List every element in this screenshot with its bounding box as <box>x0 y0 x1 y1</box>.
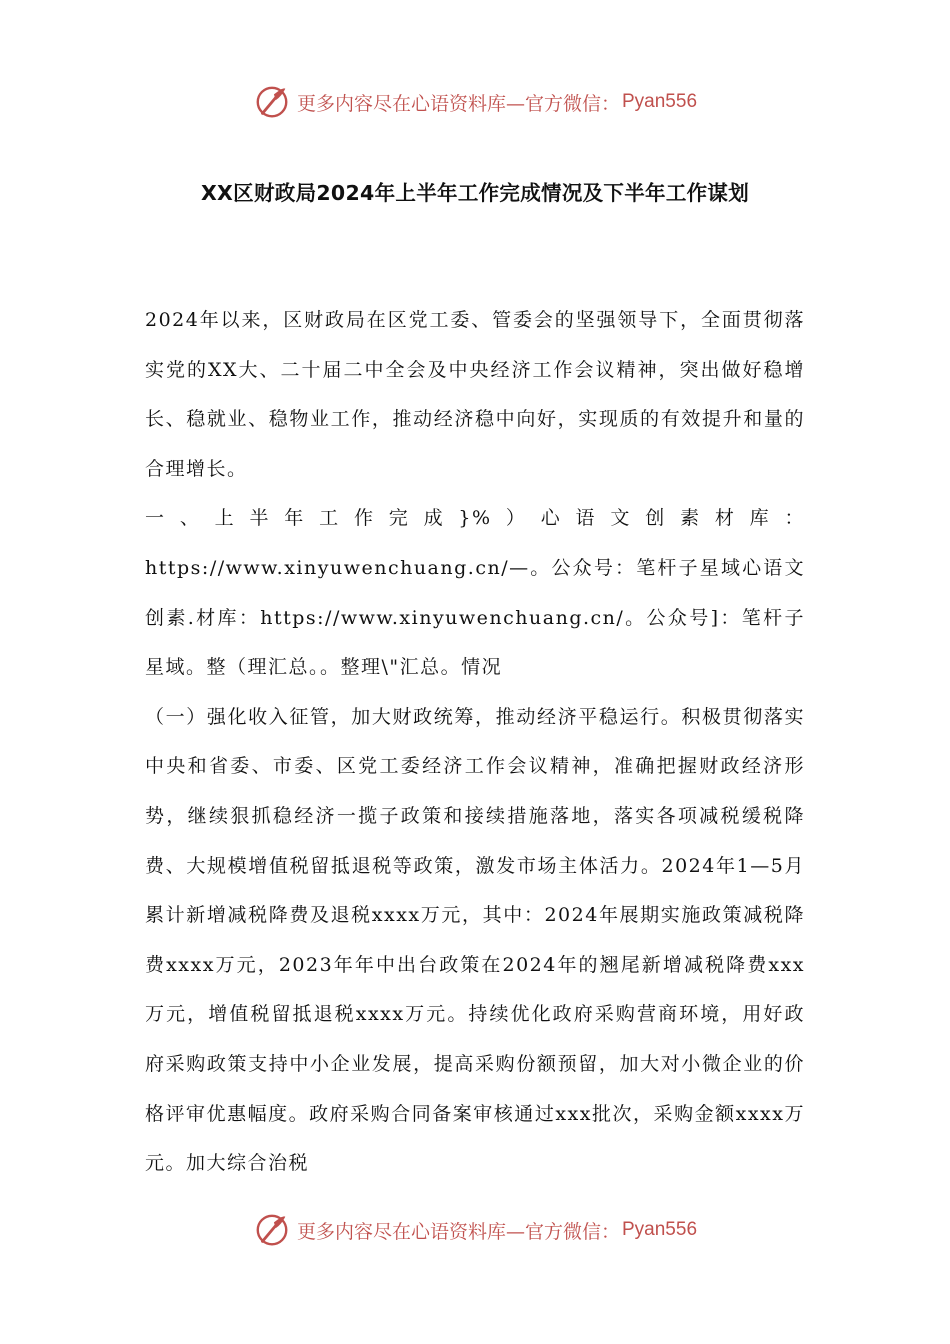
document-title: XX区财政局2024年上半年工作完成情况及下半年工作谋划 <box>200 181 750 205</box>
paragraph-section-heading: 一、上半年工作完成}%）心语文创素材库：https://www.xinyuwenchuang.cn/—。公众号：笔杆子星域心语文创素.材库：https://www.xinyuwenchuang.cn/。公众号]：笔杆子星域。整（理汇总。。整理\"汇总。情况 <box>145 507 805 679</box>
header-watermark <box>0 80 950 124</box>
footer-watermark <box>0 1208 950 1252</box>
wechat-id: Pyan556 <box>622 1219 698 1240</box>
document-body <box>145 296 805 1196</box>
watermark-text: 更多内容尽在心语资料库—官方微信： <box>296 92 620 115</box>
quill-logo-icon <box>253 1211 291 1249</box>
quill-logo-icon <box>253 83 291 121</box>
paragraph-revenue: （一）强化收入征管，加大财政统筹，推动经济平稳运行。积极贯彻落实中央和省委、市委、区党工委经济工作会议精神，准确把握财政经济形势，继续狠抓稳经济一揽子政策和接续措施落地，落实各项减税缓税降费、大规模增值税留抵退税等政策，激发市场主体活力。2024年1—5月累计新增减税降费及退税xxxx万元，其中：2024年展期实施政策减税降费xxxx万元，2023年年中出台政策在2024年的翘尾新增减税降费xxx万元，增值税留抵退税xxxx万元。持续优化政府采购营商环境，用好政府采购政策支持中小企业发展，提高采购份额预留，加大对小微企业的价格评审优惠幅度。政府采购合同备案审核通过xxx批次，采购金额xxxx万元。加大综合治税 <box>145 705 805 1175</box>
wechat-id: Pyan556 <box>622 91 698 112</box>
watermark-text: 更多内容尽在心语资料库—官方微信： <box>296 1220 620 1243</box>
paragraph-intro: 2024年以来，区财政局在区党工委、管委会的坚强领导下，全面贯彻落实党的XX大、二十届二中全会及中央经济工作会议精神，突出做好稳增长、稳就业、稳物业工作，推动经济稳中向好，实现质的有效提升和量的合理增长。 <box>145 309 805 480</box>
